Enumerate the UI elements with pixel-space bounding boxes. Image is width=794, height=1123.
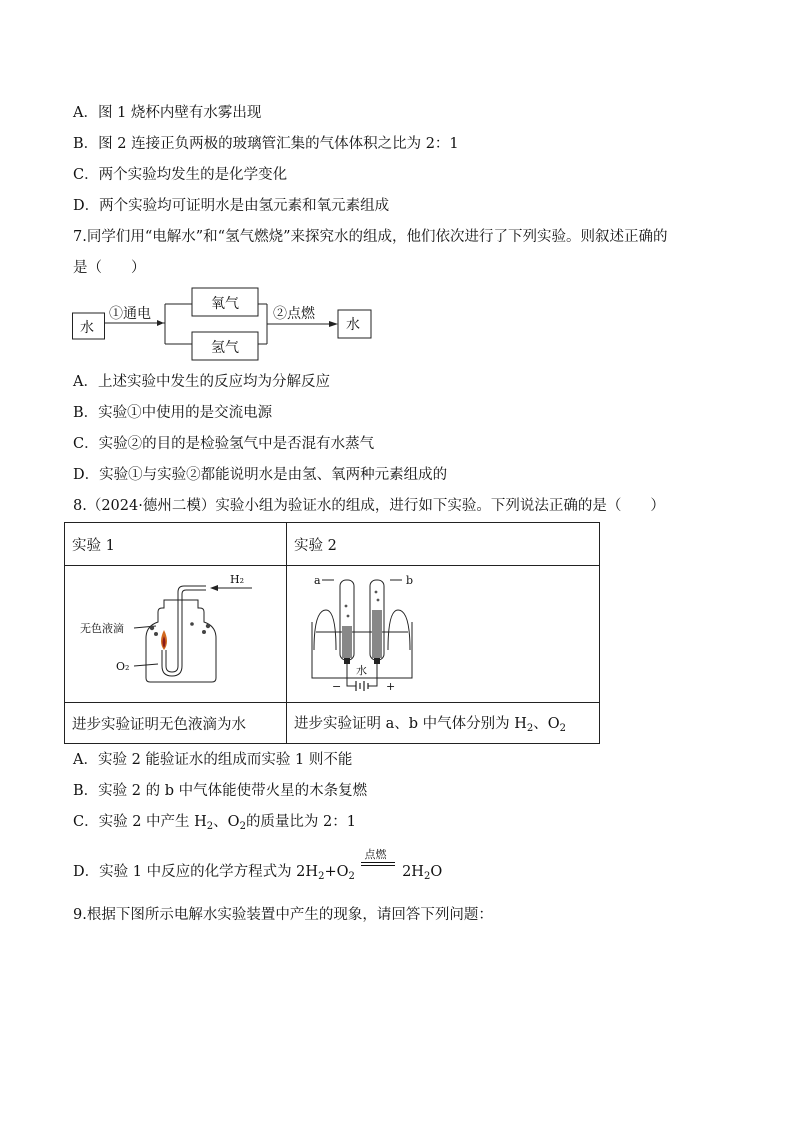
q7-option-c: C．实验②的目的是检验氢气中是否混有水蒸气 <box>73 436 375 452</box>
q7-stem-line1: 7.同学们用“电解水”和“氢气燃烧”来探究水的组成，他们依次进行了下列实验。则叙述正确的 <box>73 229 668 245</box>
hydrogen-burning-figure <box>72 566 279 698</box>
q8-option-d: D．实验 1 中反应的化学方程式为 $2H_2+O_2$ 点燃 $2H_2O$ <box>73 848 443 882</box>
q8-experiment-table <box>64 522 600 744</box>
q7-stem-line2: 是（ ） <box>73 260 146 276</box>
reaction-condition: 点燃 <box>361 846 395 876</box>
q7-option-d: D．实验①与实验②都能说明水是由氢、氧两种元素组成的 <box>73 467 448 483</box>
q7-flow-diagram <box>72 286 382 362</box>
q6-option-b: B．图 2 连接正负两极的玻璃管汇集的气体体积之比为 2：1 <box>73 136 459 152</box>
q6-option-c: C．两个实验均发生的是化学变化 <box>73 167 288 183</box>
exp2-b-label: b <box>406 574 414 587</box>
q9-stem: 9.根据下图所示电解水实验装置中产生的现象，请回答下列问题： <box>73 907 493 923</box>
exp2-caption: 进步实验证明 a、b 中气体分别为 $H_2$、$O_2$ <box>287 703 600 744</box>
exp2-water-label: 水 <box>356 664 367 677</box>
q8-option-c: C．实验 2 中产生 $H_2$、$O_2$的质量比为 2：1 <box>73 814 356 832</box>
q7-option-a: A．上述实验中发生的反应均为分解反应 <box>73 374 330 390</box>
q8-option-b: B．实验 2 的 b 中气体能使带火星的木条复燃 <box>73 783 368 799</box>
q7-option-b: B．实验①中使用的是交流电源 <box>73 405 273 421</box>
exp2-minus-label: − <box>332 680 342 693</box>
q8-stem: 8.（2024·德州二模）实验小组为验证水的组成，进行如下实验。下列说法正确的是（ ） <box>73 498 665 514</box>
q6-option-d: D．两个实验均可证明水是由氢元素和氧元素组成 <box>73 198 390 214</box>
q8-option-a: A．实验 2 能验证水的组成而实验 1 则不能 <box>73 752 353 768</box>
exp2-figure-cell <box>287 566 600 703</box>
table-head-exp2: 实验 2 <box>287 523 600 566</box>
bottle-outline <box>146 600 216 682</box>
exp1-droplet-label: 无色液滴 <box>80 622 124 635</box>
q6-option-a: A．图 1 烧杯内壁有水雾出现 <box>73 105 262 121</box>
exp1-o2-label: O₂ <box>116 660 130 673</box>
flow-top-gas-label: 氧气 <box>211 296 239 312</box>
flow-step2-label: ②点燃 <box>273 306 315 322</box>
exp1-caption: 进步实验证明无色液滴为水 <box>65 703 287 744</box>
exp1-h2-label: H₂ <box>230 573 245 586</box>
electrolysis-figure <box>294 566 592 698</box>
flow-step1-label: ①通电 <box>109 306 151 322</box>
flow-end-label: 水 <box>346 317 360 333</box>
exp2-a-label: a <box>314 574 321 587</box>
table-head-exp1: 实验 1 <box>65 523 287 566</box>
inlet-tube <box>166 586 206 672</box>
exp1-figure-cell <box>65 566 287 703</box>
exp2-plus-label: + <box>386 680 396 693</box>
flow-start-label: 水 <box>80 320 94 336</box>
flow-bottom-gas-label: 氢气 <box>211 340 239 356</box>
